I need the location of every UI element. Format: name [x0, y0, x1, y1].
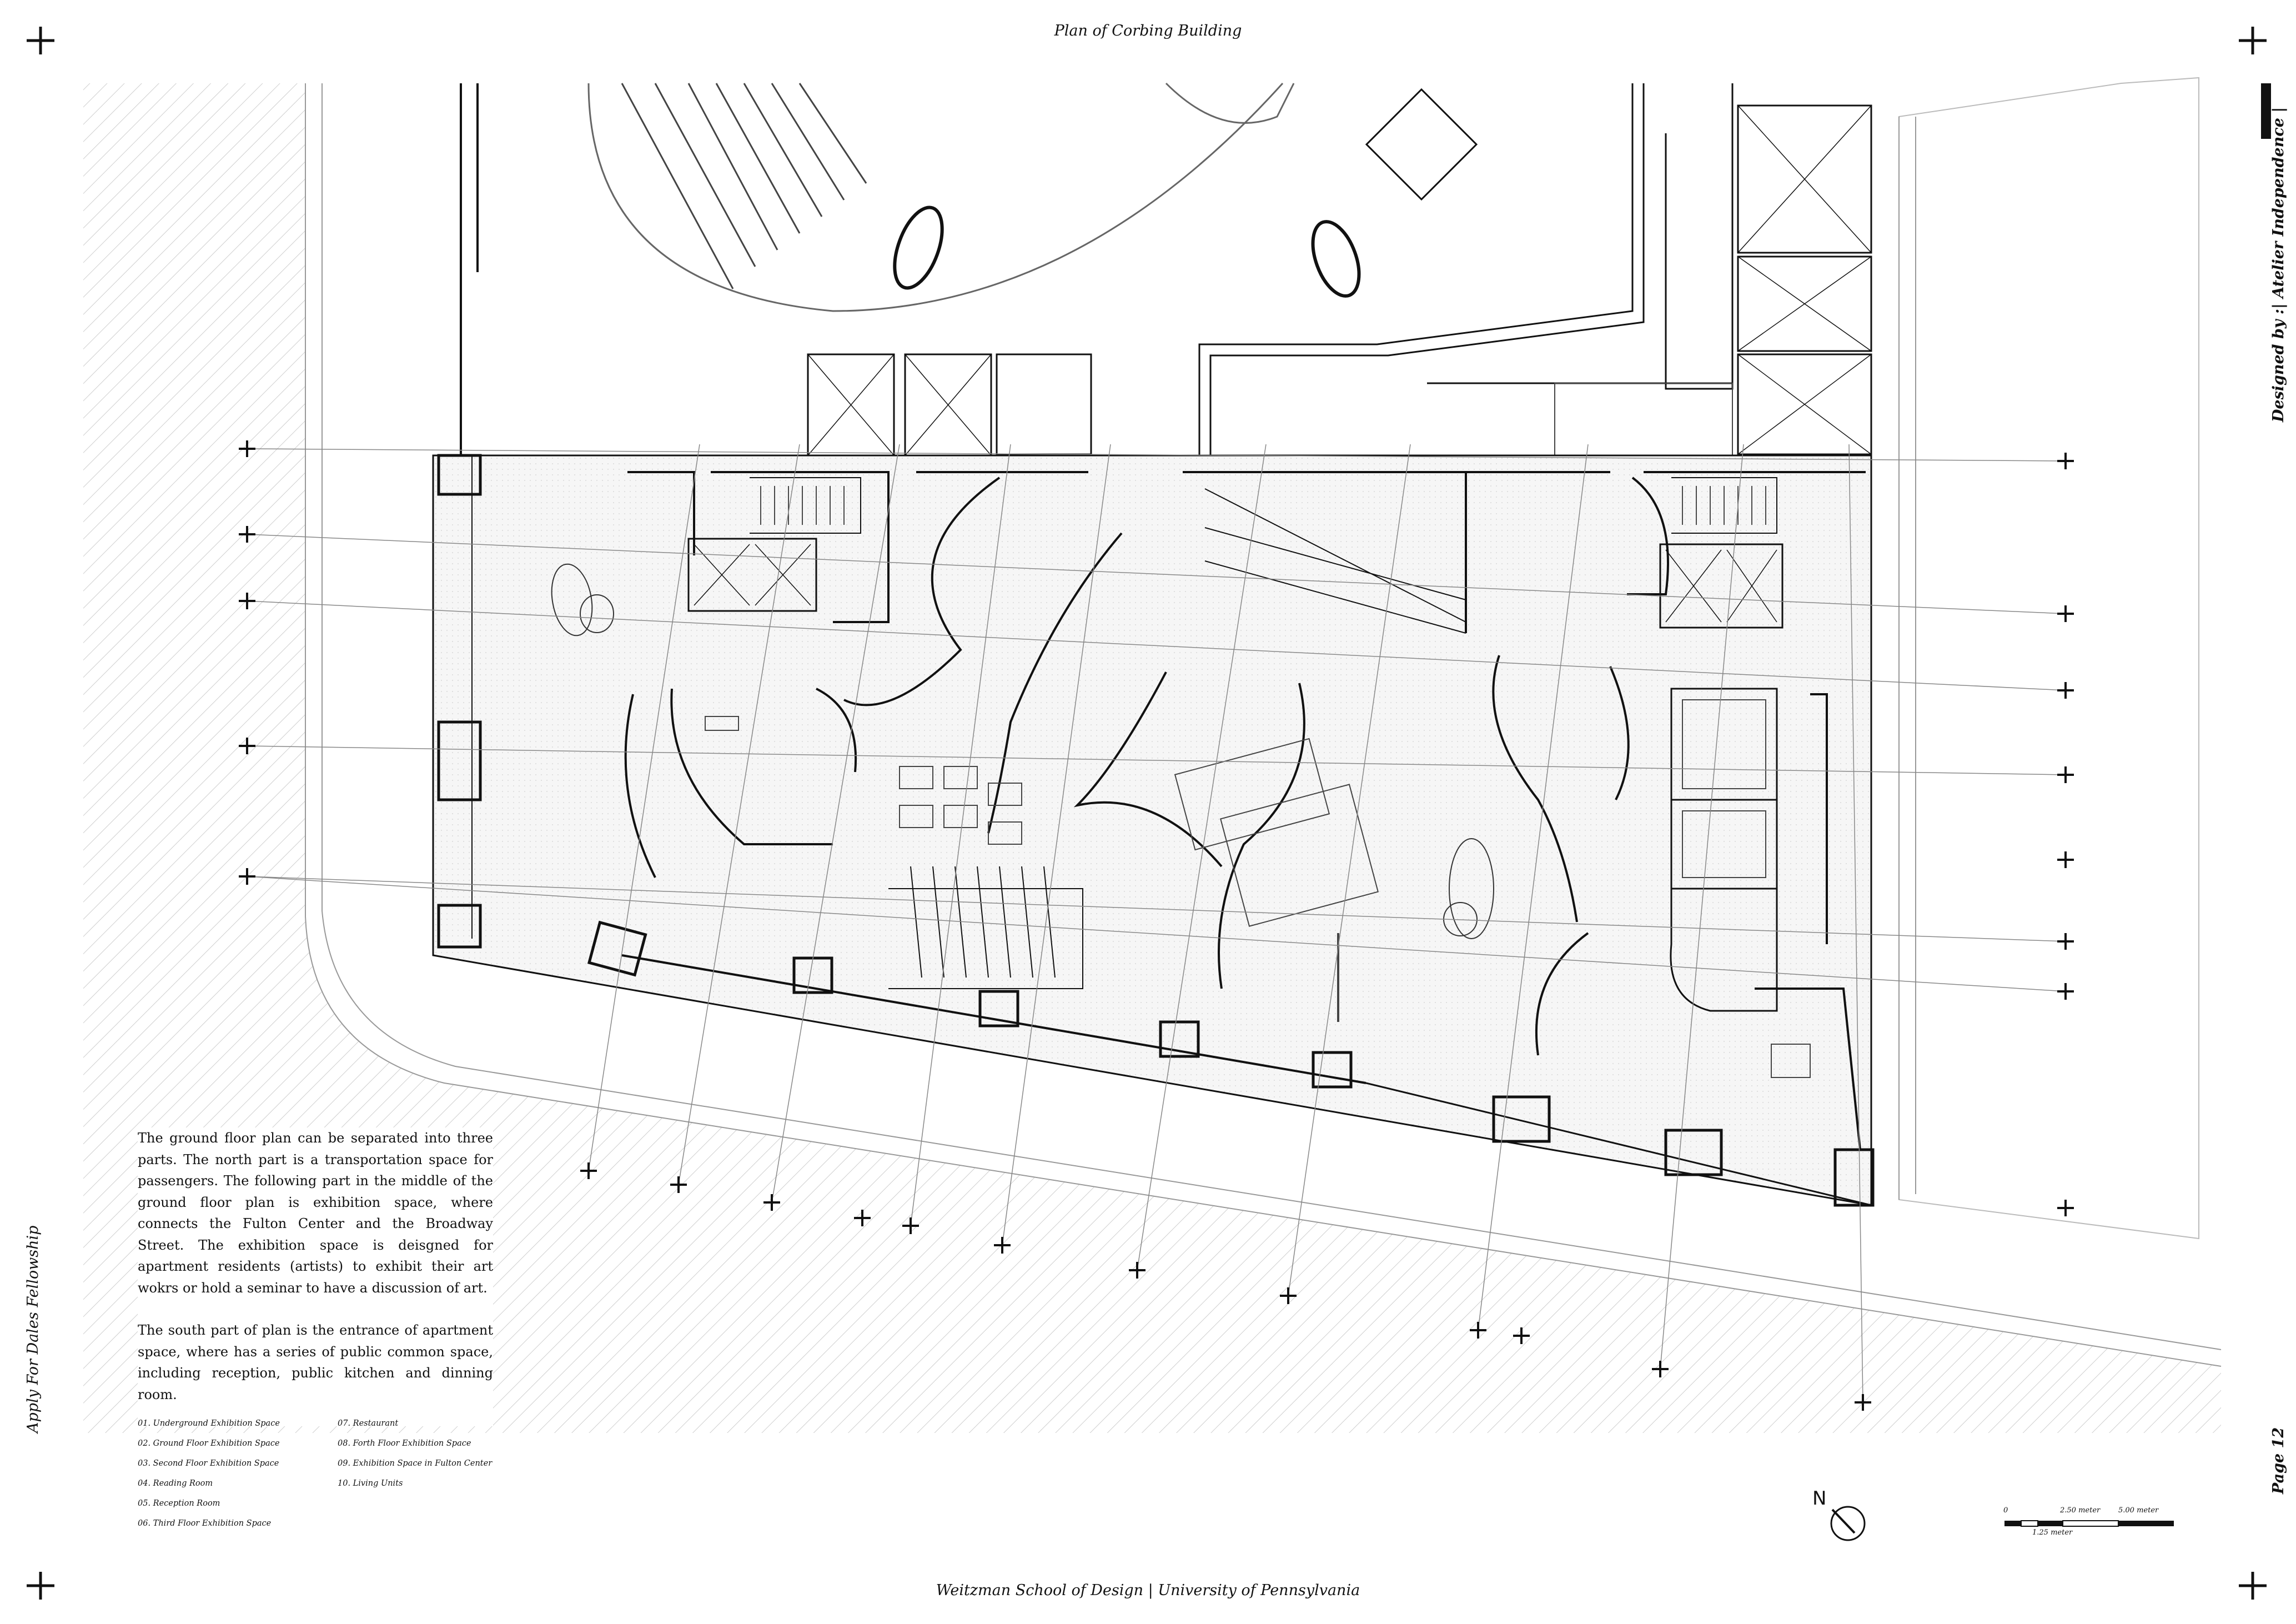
designer-credit: Designed by :| Atelier Independence |	[2270, 107, 2287, 422]
page-title: Plan of Corbing Building	[1054, 22, 1242, 39]
legend-item: 09. Exhibition Space in Fulton Center	[338, 1459, 493, 1468]
fellowship-label: Apply For Dales Fellowship	[24, 1225, 42, 1433]
page-number: Page 12	[2270, 1427, 2287, 1494]
scale-label-zero: 0	[2003, 1506, 2008, 1515]
legend-item: 02. Ground Floor Exhibition Space	[138, 1439, 280, 1448]
description-paragraph-2: The south part of plan is the entrance of apartment space, where has a series of public common space, including reception, public kitchen and dinning room.	[138, 1322, 493, 1402]
legend-item: 10. Living Units	[338, 1479, 403, 1488]
scale-label-quarter: 1.25 meter	[2032, 1528, 2073, 1537]
school-footer: Weitzman School of Design | University of Pennsylvania	[936, 1582, 1360, 1599]
legend-column-1	[138, 1414, 280, 1533]
scale-bar	[2004, 1521, 2174, 1526]
north-label: N	[1812, 1487, 1827, 1510]
ground-floor-plan	[433, 455, 1871, 1205]
plan-description	[138, 1127, 493, 1426]
scale-label-end: 5.00 meter	[2118, 1506, 2159, 1515]
legend-item: 04. Reading Room	[138, 1479, 213, 1488]
legend-item: 03. Second Floor Exhibition Space	[138, 1459, 279, 1468]
legend-item: 01. Underground Exhibition Space	[138, 1419, 280, 1428]
north-arrow-icon	[1831, 1507, 1865, 1540]
legend-item: 06. Third Floor Exhibition Space	[138, 1519, 272, 1528]
legend-item: 05. Reception Room	[138, 1499, 220, 1508]
legend-column-2	[338, 1414, 492, 1493]
legend-item: 07. Restaurant	[338, 1419, 399, 1428]
legend-item: 08. Forth Floor Exhibition Space	[338, 1439, 471, 1448]
fulton-center-upper-structure	[461, 83, 1871, 455]
scale-label-mid: 2.50 meter	[2060, 1506, 2101, 1515]
description-paragraph-1: The ground floor plan can be separated into three parts. The north part is a transportation space for passengers. The following part in the middle of the ground floor plan is exhibition space, where connects the Fulton Center and the Broadway Street. The exhibition space is deisgned for apartment residents (artists) to exhibit their art wokrs or hold a seminar to have a discussion of art.	[138, 1130, 493, 1296]
